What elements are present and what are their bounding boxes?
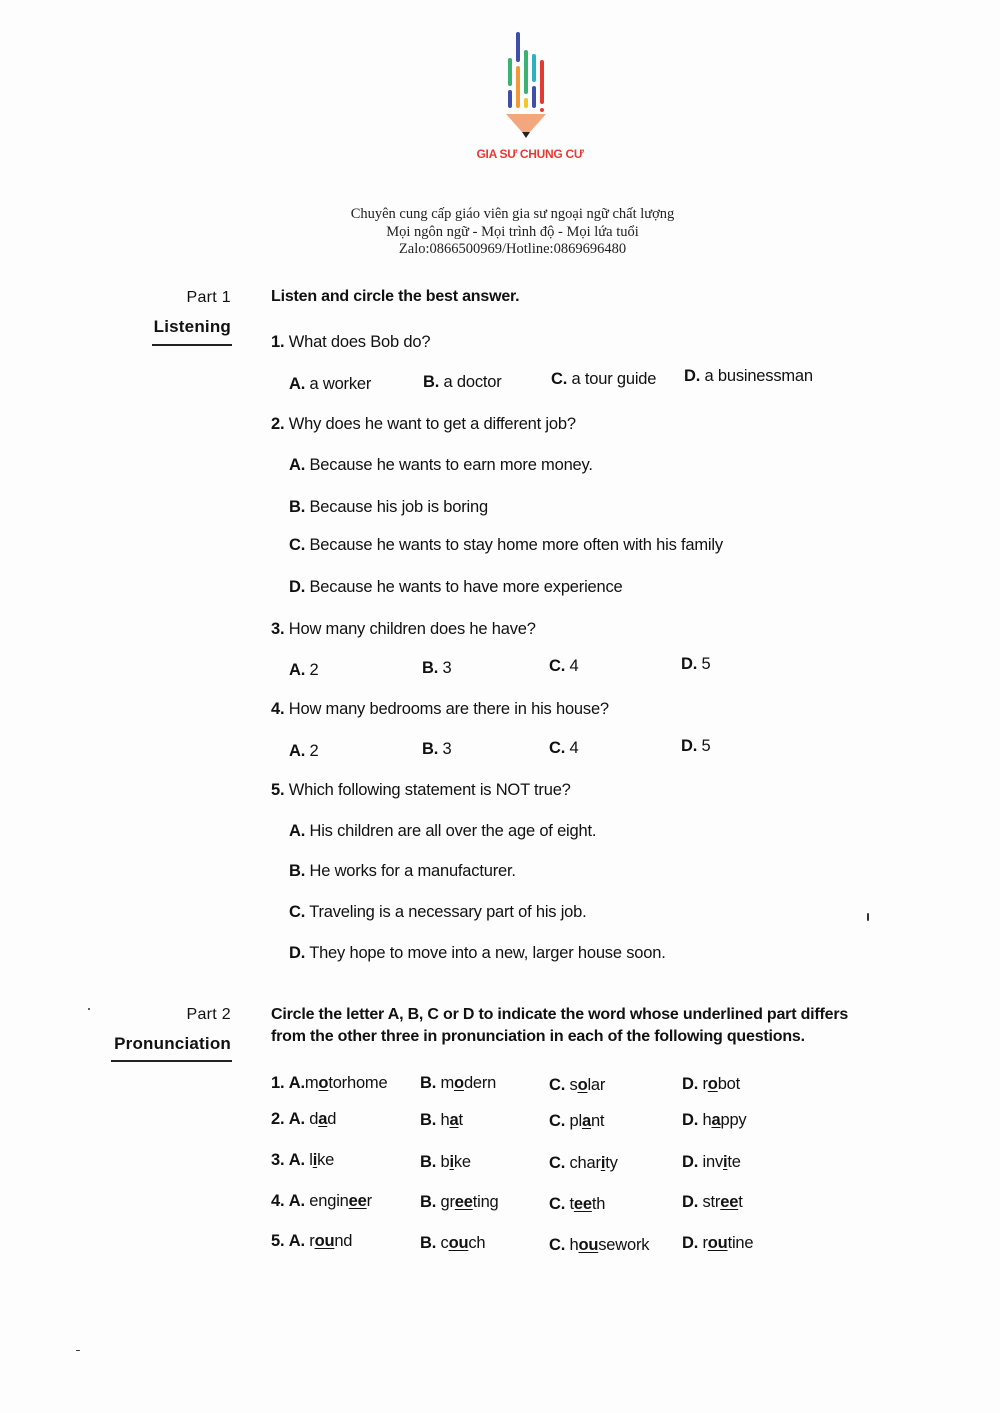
q4-option-a[interactable]: A. 2: [289, 742, 319, 760]
question-2: 2. Why does he want to get a different job?: [271, 415, 576, 433]
q4-option-c[interactable]: C. 4: [549, 739, 579, 757]
q3-option-b[interactable]: B. 3: [422, 659, 452, 677]
pron-5-option-c[interactable]: C. housework: [549, 1236, 650, 1254]
brand-tagline: [250, 206, 775, 259]
q2-option-b[interactable]: B. Because his job is boring: [289, 498, 488, 516]
q5-option-a[interactable]: A. His children are all over the age of eight.: [289, 822, 597, 840]
pron-3-option-c[interactable]: C. charity: [549, 1154, 618, 1172]
pron-row-3: [271, 1151, 831, 1175]
pron-1-option-c[interactable]: C. solar: [549, 1076, 606, 1094]
q4-option-d[interactable]: D. 5: [681, 737, 711, 755]
q1-option-d[interactable]: D. a businessman: [684, 367, 813, 385]
q3-option-a[interactable]: A. 2: [289, 661, 319, 679]
part2-number: Part 2: [186, 1006, 231, 1023]
pron-row-4: [271, 1192, 831, 1216]
q1-option-b[interactable]: B. a doctor: [423, 373, 502, 391]
question-5: 5. Which following statement is NOT true?: [271, 781, 571, 799]
brand-logo-icon: [496, 28, 560, 144]
pron-2-option-c[interactable]: C. plant: [549, 1112, 605, 1130]
q3-option-d[interactable]: D. 5: [681, 655, 711, 673]
pron-1-option-b[interactable]: B. modern: [420, 1074, 497, 1092]
part2-underline: [111, 1060, 232, 1062]
q3-option-c[interactable]: C. 4: [549, 657, 579, 675]
pron-3-option-b[interactable]: B. bike: [420, 1153, 471, 1171]
pron-row-2: [271, 1110, 831, 1134]
question-4: 4. How many bedrooms are there in his house?: [271, 700, 609, 718]
question-1: 1. What does Bob do?: [271, 333, 431, 351]
q5-option-c[interactable]: C. Traveling is a necessary part of his job.: [289, 903, 587, 921]
q1-option-c[interactable]: C. a tour guide: [551, 370, 657, 388]
question-3: 3. How many children does he have?: [271, 620, 536, 638]
part1-name: Listening: [153, 317, 231, 336]
pron-2-option-b[interactable]: B. hat: [420, 1111, 463, 1129]
instruction-line: Circle the letter A, B, C or D to indicate the word whose underlined part differs: [271, 1006, 849, 1023]
pron-4-option-c[interactable]: C. teeth: [549, 1195, 606, 1213]
part2-name: Pronunciation: [114, 1034, 231, 1053]
pron-1-option-d[interactable]: D. robot: [682, 1075, 741, 1093]
tagline-line: Mọi ngôn ngữ - Mọi trình độ - Mọi lứa tuổi: [386, 223, 639, 240]
part1-number: Part 1: [186, 289, 231, 306]
pron-4-option-a[interactable]: 4. A. engineer: [271, 1192, 372, 1210]
q2-option-c[interactable]: C. Because he wants to stay home more often with his family: [289, 536, 723, 554]
scan-speck: [867, 913, 869, 921]
pron-1-option-a[interactable]: 1. A.motorhome: [271, 1074, 388, 1092]
pron-row-5: [271, 1232, 831, 1256]
scan-speck: [76, 1350, 80, 1351]
pron-2-option-d[interactable]: D. happy: [682, 1111, 747, 1129]
instruction-line: from the other three in pronunciation in each of the following questions.: [271, 1028, 805, 1045]
pron-row-1: [271, 1074, 831, 1098]
part1-underline: [152, 344, 232, 346]
brand-name: GIA SƯ CHUNG CƯ: [476, 147, 584, 161]
part1-instruction: Listen and circle the best answer.: [271, 288, 520, 305]
tagline-line: Chuyên cung cấp giáo viên gia sư ngoại ngữ chất lượng: [350, 206, 675, 222]
q5-option-d[interactable]: D. They hope to move into a new, larger house soon.: [289, 944, 666, 962]
q2-option-d[interactable]: D. Because he wants to have more experience: [289, 578, 623, 596]
pron-5-option-d[interactable]: D. routine: [682, 1234, 754, 1252]
pron-5-option-b[interactable]: B. couch: [420, 1234, 486, 1252]
pron-3-option-d[interactable]: D. invite: [682, 1153, 741, 1171]
pron-5-option-a[interactable]: 5. A. round: [271, 1232, 353, 1250]
q4-option-b[interactable]: B. 3: [422, 740, 452, 758]
q1-option-a[interactable]: A. a worker: [289, 375, 372, 393]
q5-option-b[interactable]: B. He works for a manufacturer.: [289, 862, 516, 880]
tagline-line: Zalo:0866500969/Hotline:0869696480: [398, 241, 627, 257]
pron-4-option-d[interactable]: D. street: [682, 1193, 743, 1211]
part2-instruction: [271, 1004, 848, 1048]
q2-option-a[interactable]: A. Because he wants to earn more money.: [289, 456, 593, 474]
pron-3-option-a[interactable]: 3. A. like: [271, 1151, 335, 1169]
scan-speck: [88, 1008, 90, 1010]
pron-2-option-a[interactable]: 2. A. dad: [271, 1110, 337, 1128]
pron-4-option-b[interactable]: B. greeting: [420, 1193, 499, 1211]
